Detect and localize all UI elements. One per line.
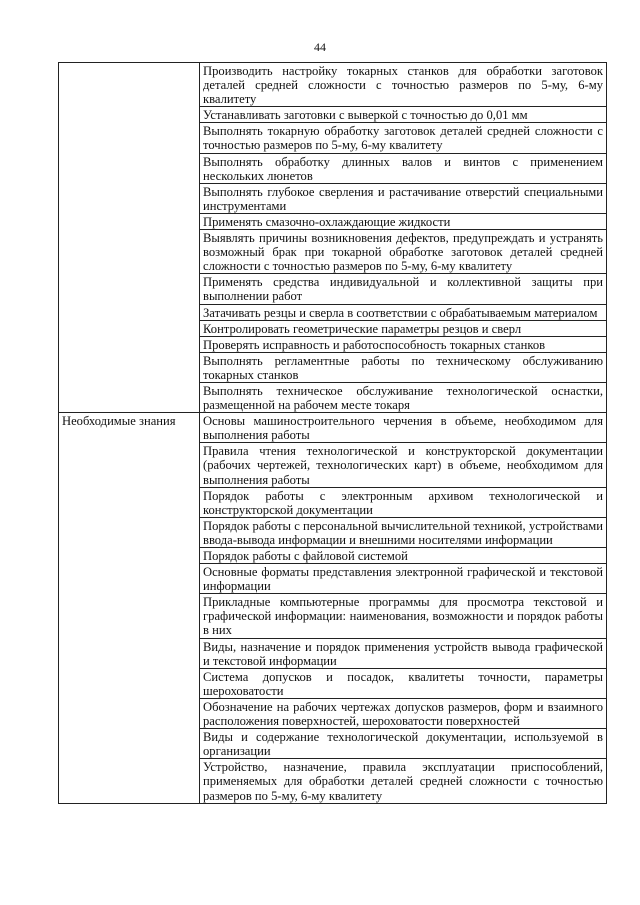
group-label-knowledge: Необходимые знания (59, 413, 200, 803)
table-row (59, 413, 607, 443)
table-cell: Выполнять обработку длинных валов и винтов с применением нескольких люнетов (200, 153, 607, 183)
table-row (59, 63, 607, 107)
table-cell: Затачивать резцы и сверла в соответствии с обрабатываемым материалом (200, 304, 607, 320)
table-cell: Виды и содержание технологической документации, используемой в организации (200, 729, 607, 759)
table-cell: Производить настройку токарных станков для обработки заготовок деталей средней сложности с точностью размеров по 5-му, 6-му квалитету (200, 63, 607, 107)
table-cell: Порядок работы с файловой системой (200, 548, 607, 564)
table-cell: Виды, назначение и порядок применения устройств вывода графической и текстовой информации (200, 638, 607, 668)
table-cell: Выявлять причины возникновения дефектов, предупреждать и устранять возможный брак при токарной обработке заготовок деталей средней сложности с точностью размеров по 5-му, 6-му квалитету (200, 230, 607, 274)
table-cell: Порядок работы с электронным архивом технологической и конструкторской документации (200, 487, 607, 517)
table-cell: Выполнять регламентные работы по техническому обслуживанию токарных станков (200, 352, 607, 382)
table-cell: Прикладные компьютерные программы для просмотра текстовой и графической информации: наименования, возможности и порядок работы в них (200, 594, 607, 638)
requirements-table (58, 62, 607, 804)
table-cell: Контролировать геометрические параметры резцов и сверл (200, 320, 607, 336)
table-cell: Выполнять токарную обработку заготовок деталей средней сложности с точностью размеров по 5-му, 6-му квалитету (200, 123, 607, 153)
table-cell: Система допусков и посадок, квалитеты точности, параметры шероховатости (200, 668, 607, 698)
table-cell: Устройство, назначение, правила эксплуатации приспособлений, применяемых для обработки деталей средней сложности с точностью размеров по 5-му, 6-му квалитету (200, 759, 607, 803)
table-cell: Применять средства индивидуальной и коллективной защиты при выполнении работ (200, 274, 607, 304)
table-cell: Правила чтения технологической и конструкторской документации (рабочих чертежей, технологических карт) в объеме, необходимом для выполнения работы (200, 443, 607, 487)
table-cell: Выполнять техническое обслуживание технологической оснастки, размещенной на рабочем месте токаря (200, 382, 607, 412)
table-cell: Обозначение на рабочих чертежах допусков размеров, форм и взаимного расположения поверхностей, шероховатости поверхностей (200, 698, 607, 728)
table-cell: Проверять исправность и работоспособность токарных станков (200, 336, 607, 352)
table-cell: Выполнять глубокое сверления и растачивание отверстий специальными инструментами (200, 183, 607, 213)
table-cell: Основы машиностроительного черчения в объеме, необходимом для выполнения работы (200, 413, 607, 443)
table-cell: Применять смазочно-охлаждающие жидкости (200, 213, 607, 229)
page-number: 44 (314, 40, 326, 54)
table-cell: Порядок работы с персональной вычислительной техникой, устройствами ввода-вывода информации и внешними носителями информации (200, 517, 607, 547)
group-label-skills (59, 63, 200, 413)
table-cell: Устанавливать заготовки с выверкой с точностью до 0,01 мм (200, 107, 607, 123)
table-cell: Основные форматы представления электронной графической и текстовой информации (200, 564, 607, 594)
